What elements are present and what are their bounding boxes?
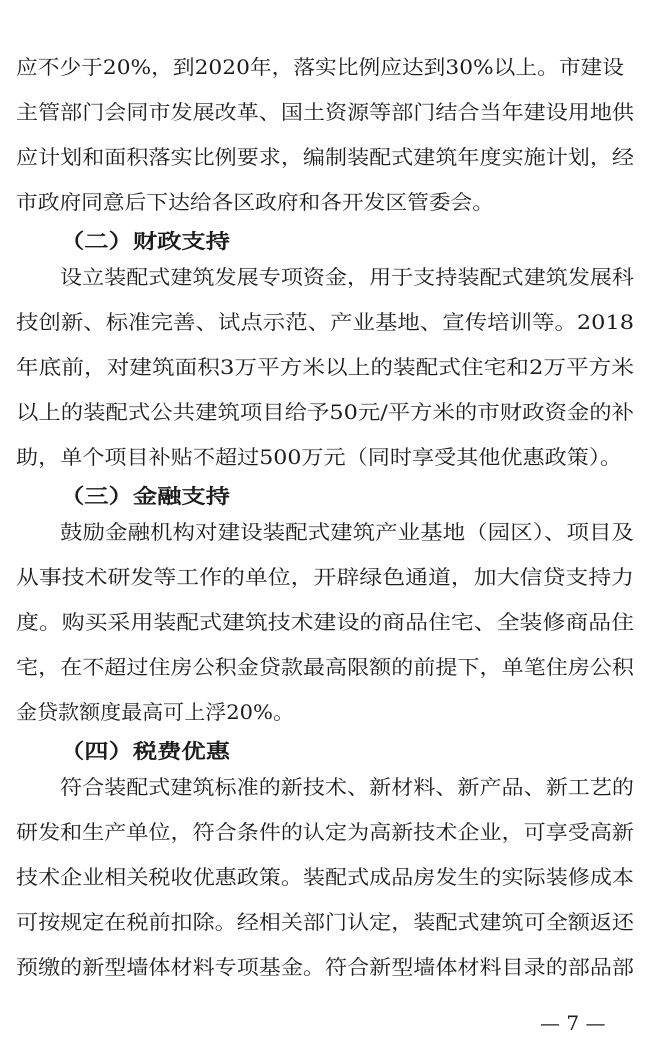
text-line xyxy=(0,697,650,727)
line-text: 市政府同意后下达给各区政府和各开发区管委会。 xyxy=(16,190,495,214)
text-line xyxy=(0,307,650,337)
line-text: 技术企业相关税收优惠政策。装配式成品房发生的实际装修成本 xyxy=(16,865,634,889)
text-line xyxy=(0,52,650,82)
line-text: 研发和生产单位，符合条件的认定为高新技术企业，可享受高新 xyxy=(16,820,634,844)
line-text: 设立装配式建筑发展专项资金，用于支持装配式建筑发展科 xyxy=(60,265,634,289)
line-text: 年底前，对建筑面积3万平方米以上的装配式住宅和2万平方米 xyxy=(16,355,634,379)
text-line xyxy=(0,97,650,127)
text-line xyxy=(0,817,650,847)
line-text: 应计划和面积落实比例要求，编制装配式建筑年度实施计划，经 xyxy=(16,145,634,169)
text-line xyxy=(0,907,650,937)
text-line xyxy=(0,517,650,547)
text-line xyxy=(0,142,650,172)
text-line xyxy=(0,397,650,427)
section-heading xyxy=(0,226,650,256)
line-text: 技创新、标准完善、试点示范、产业基地、宣传培训等。2018 xyxy=(16,310,634,334)
line-text: 金贷款额度最高可上浮20%。 xyxy=(16,700,294,724)
text-line xyxy=(0,262,650,292)
line-text: 助，单个项目补贴不超过500万元（同时享受其他优惠政策）。 xyxy=(16,445,622,469)
text-line xyxy=(0,187,650,217)
line-text: 应不少于20%，到2020年，落实比例应达到30%以上。市建设 xyxy=(16,55,624,79)
text-line xyxy=(0,562,650,592)
line-text: 预缴的新型墙体材料专项基金。符合新型墙体材料目录的部品部 xyxy=(16,955,634,979)
line-text: 可按规定在税前扣除。经相关部门认定，装配式建筑可全额返还 xyxy=(16,910,634,934)
text-line xyxy=(0,952,650,982)
line-text: 以上的装配式公共建筑项目给予50元/平方米的市财政资金的补 xyxy=(16,400,634,424)
section-heading xyxy=(0,736,650,766)
heading-text: （三）金融支持 xyxy=(60,484,230,508)
text-line xyxy=(0,442,650,472)
text-line xyxy=(0,607,650,637)
section-heading xyxy=(0,481,650,511)
heading-text: （四）税费优惠 xyxy=(60,739,230,763)
line-text: 度。购买采用装配式建筑技术建设的商品住宅、全装修商品住 xyxy=(16,610,634,634)
text-line xyxy=(0,772,650,802)
page-number: — 7 — xyxy=(540,1011,606,1035)
heading-text: （二）财政支持 xyxy=(60,229,230,253)
text-line xyxy=(0,652,650,682)
line-text: 符合装配式建筑标准的新技术、新材料、新产品、新工艺的 xyxy=(60,775,634,799)
line-text: 主管部门会同市发展改革、国土资源等部门结合当年建设用地供 xyxy=(16,100,634,124)
line-text: 宅，在不超过住房公积金贷款最高限额的前提下，单笔住房公积 xyxy=(16,655,634,679)
line-text: 从事技术研发等工作的单位，开辟绿色通道，加大信贷支持力 xyxy=(16,565,634,589)
text-line xyxy=(0,352,650,382)
text-line xyxy=(0,862,650,892)
line-text: 鼓励金融机构对建设装配式建筑产业基地（园区）、项目及 xyxy=(60,520,634,544)
